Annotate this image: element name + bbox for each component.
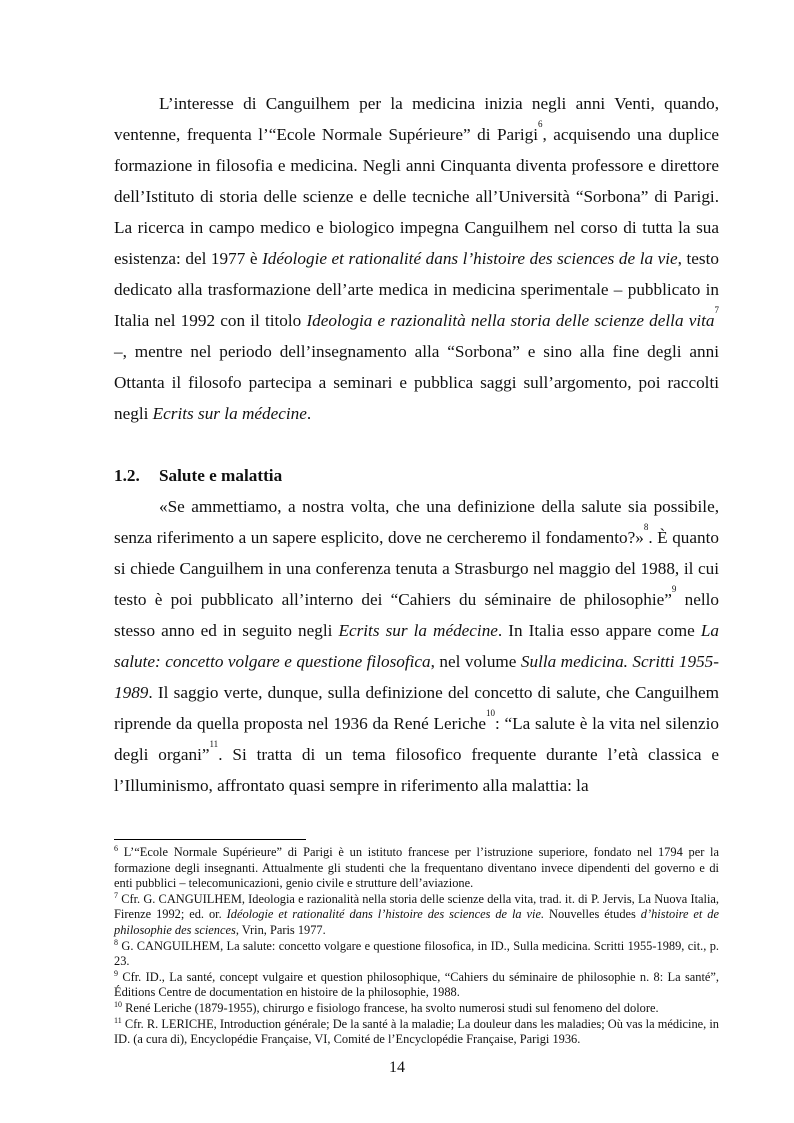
section-heading: [114, 460, 719, 491]
text-run: .: [306, 404, 312, 423]
footnote-ref-11[interactable]: 11: [209, 739, 219, 749]
footnote-text: , Vrin, Paris 1977.: [235, 922, 326, 937]
footnote-title: d’histoire et de philosophie des sciences: [114, 907, 719, 937]
footnote-number: 11: [114, 1015, 122, 1025]
text-run: –, mentre nel periodo dell’insegnamento alla “Sorbona” e sino alla fine degli anni Ottanta il filosofo partecipa a seminari e pubblica saggi sull’argomento, poi raccolti negli: [114, 342, 719, 423]
text-run: , testo dedicato alla trasformazione dell’arte medica in medicina sperimentale – pubblicato in Italia nel 1992 con il titolo: [114, 249, 719, 330]
page-number: 14: [389, 1059, 405, 1076]
footnote-7: [114, 892, 719, 939]
footnote-ref-9[interactable]: 9: [671, 584, 677, 594]
book-title: Sulla medicina. Scritti 1955-1989: [114, 652, 719, 702]
footnote-number: 6: [114, 844, 118, 853]
text-run: , acquisendo una duplice formazione in filosofia e medicina. Negli anni Cinquanta diventa professore e direttore dell’Istituto di storia delle scienze e delle tecniche all’Università “Sorbona” di Parigi. La ricerca in campo medico e biologico impegna Canguilhem nel corso di tutta la sua esistenza: del 1977 è: [114, 125, 719, 268]
footnote-ref-8[interactable]: 8: [643, 522, 649, 532]
footnote-separator: [114, 839, 306, 840]
footnote-text: Cfr. ID., La santé, concept vulgaire et question philosophique, “Cahiers du séminaire de philosophie n. 8: La santé”, Éditions Centre de documentation en histoire de la philosophie, 1988.: [114, 969, 719, 1000]
text-run: . Si tratta di un tema filosofico frequente durante l’età classica e l’Illuminismo, affrontato quasi sempre in riferimento alla malattia: la: [114, 745, 720, 795]
footnote-text: L’“Ecole Normale Supérieure” di Parigi è un istituto francese per l’istruzione superiore, fondato nel 1794 per la formazione degli insegnanti. Attualmente gli studenti che la frequentano diventano invece dipendenti del governo e di enti pubblici – telecomunicazioni, genio civile e strutture dell’aviazione.: [114, 845, 719, 891]
footnote-title: Idéologie et rationalité dans l’histoire des sciences de la vie.: [226, 907, 545, 922]
book-title: Ecrits sur la médecine: [152, 404, 307, 423]
book-title: Ideologia e razionalità nella storia delle scienze della vita: [306, 311, 715, 330]
footnote-text: Nouvelles études: [544, 907, 641, 922]
footnote-number: 9: [114, 968, 118, 978]
text-run: «Se ammettiamo, a nostra volta, che una definizione della salute sia possibile, senza riferimento a un sapere esplicito, dove ne cercheremo il fondamento?»: [114, 497, 719, 547]
essay-title: La salute: concetto volgare e questione filosofica: [114, 621, 719, 671]
text-run: , nel volume: [430, 652, 521, 671]
paragraph-salute-malattia: [114, 491, 719, 801]
text-run: nello stesso anno ed in seguito negli: [114, 590, 719, 640]
footnote-text: G. CANGUILHEM, La salute: concetto volgare e questione filosofica, in ID., Sulla medicina. Scritti 1955-1989, cit., p. 23.: [114, 938, 719, 969]
footnote-10: [114, 1001, 719, 1017]
text-run: . Il saggio verte, dunque, sulla definizione del concetto di salute, che Canguilhem riprende da quella proposta nel 1936 da René Leriche: [114, 683, 719, 733]
text-run: L’interesse di Canguilhem per la medicina inizia negli anni Venti, quando, ventenne, frequenta l’“Ecole Normale Supérieure” di Parigi: [114, 94, 719, 144]
text-run: . È quanto si chiede Canguilhem in una conferenza tenuta a Strasburgo nel maggio del 1988, il cui testo è poi pubblicato all’interno dei “Cahiers du séminaire de philosophie”: [114, 528, 719, 609]
footnote-text: Cfr. R. LERICHE, Introduction générale; De la santé à la maladie; La douleur dans les maladies; Où vas la médicine, in ID. (a cura di), Encyclopédie Française, VI, Comité de l’Encyclopédie Française, Parigi 1936.: [114, 1016, 719, 1047]
footnote-number: 8: [114, 937, 118, 947]
footnote-ref-7[interactable]: 7: [714, 305, 719, 315]
main-text: [114, 88, 719, 801]
footnote-ref-10[interactable]: 10: [485, 708, 495, 718]
text-run: : “La salute è la vita nel silenzio degli organi”: [114, 714, 719, 764]
book-title: Ecrits sur la médecine: [338, 621, 498, 640]
footnote-text: Cfr. G. CANGUILHEM, Ideologia e razionalità nella storia delle scienze della vita, trad. it. di P. Jervis, La Nuova Italia, Firenze 1992; ed. or.: [114, 891, 719, 922]
section-number: 1.2.: [114, 466, 140, 485]
paragraph-canguilhem-intro: [114, 88, 719, 429]
footnote-text: René Leriche (1879-1955), chirurgo e fisiologo francese, ha svolto numerosi studi sul fenomeno del dolore.: [122, 1000, 659, 1015]
text-run: . In Italia esso appare come: [497, 621, 701, 640]
footnote-ref-6[interactable]: 6: [538, 119, 543, 129]
footnotes: [114, 845, 719, 1048]
footnote-8: [114, 939, 719, 970]
footnote-number: 10: [114, 999, 122, 1009]
footnote-6: [114, 845, 719, 892]
footnote-number: 7: [114, 890, 118, 900]
section-title: Salute e malattia: [159, 466, 283, 485]
book-title: Idéologie et rationalité dans l’histoire des sciences de la vie: [262, 249, 678, 268]
footnote-9: [114, 970, 719, 1001]
footnote-11: [114, 1017, 719, 1048]
